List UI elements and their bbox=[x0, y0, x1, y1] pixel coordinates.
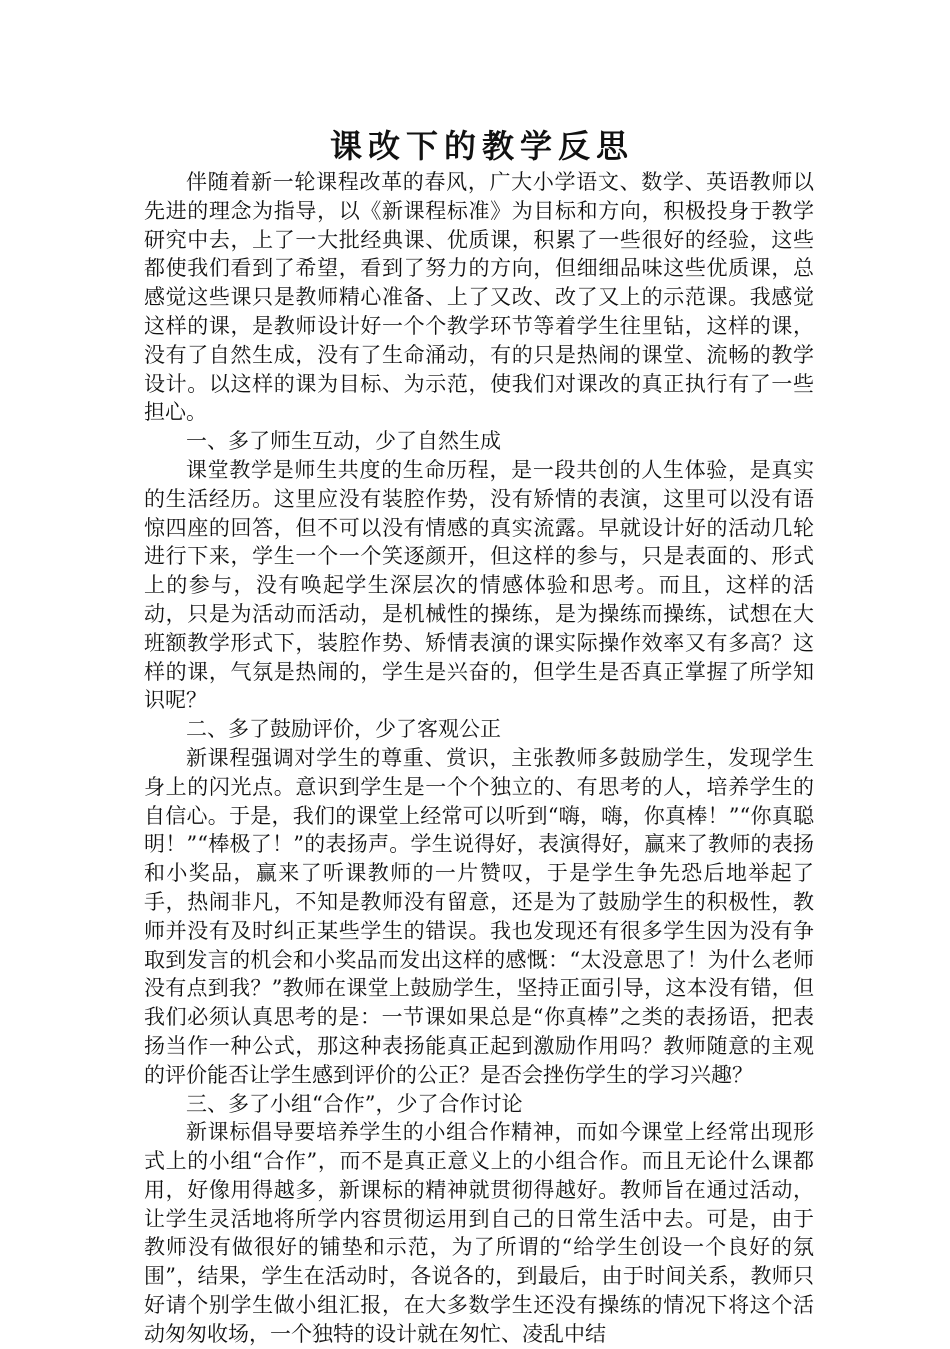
document-content bbox=[144, 124, 814, 1349]
section-1-body: 课堂教学是师生共度的生命历程，是一段共创的人生体验，是真实的生活经历。这里应没有装腔作势，没有矫情的表演，这里可以没有语惊四座的回答，但不可以没有情感的真实流露。早就设计好的活动几轮进行下来，学生一个一个笑逐颜开，但这样的参与，只是表面的、形式上的参与，没有唤起学生深层次的情感体验和思考。而且，这样的活动，只是为活动而活动，是机械性的操练，是为操练而操练，试想在大班额教学形式下，装腔作势、矫情表演的课实际操作效率又有多高？这样的课，气氛是热闹的，学生是兴奋的，但学生是否真正掌握了所学知识呢？ bbox=[144, 457, 814, 713]
section-2-body: 新课程强调对学生的尊重、赏识，主张教师多鼓励学生，发现学生身上的闪光点。意识到学生是一个个独立的、有思考的人，培养学生的自信心。于是，我们的课堂上经常可以听到“嗨，嗨，你真棒！”“你真聪明！”“棒极了！”的表扬声。学生说得好，表演得好，赢来了教师的表扬和小奖品，赢来了听课教师的一片赞叹，于是学生争先恐后地举起了手，热闹非凡，不知是教师没有留意，还是为了鼓励学生的积极性，教师并没有及时纠正某些学生的错误。我也发现还有很多学生因为没有争取到发言的机会和小奖品而发出这样的感慨：“太没意思了！为什么老师没有点到我？”教师在课堂上鼓励学生，坚持正面引导，这本没有错，但我们必须认真思考的是：一节课如果总是“你真棒”之类的表扬语，把表扬当作一种公式，那这种表扬能真正起到激励作用吗？教师随意的主观的评价能否让学生感到评价的公正？是否会挫伤学生的学习兴趣？ bbox=[144, 745, 814, 1087]
section-1-heading: 一、多了师生互动，少了自然生成 bbox=[186, 429, 501, 454]
section-2-heading: 二、多了鼓励评价，少了客观公正 bbox=[186, 717, 501, 742]
document-title: 课改下的教学反思 bbox=[329, 127, 634, 165]
section-3-body: 新课标倡导要培养学生的小组合作精神，而如今课堂上经常出现形式上的小组“合作”，而不是真正意义上的小组合作。而且无论什么课都用，好像用得越多，新课标的精神就贯彻得越好。教师旨在通过活动，让学生灵活地将所学内容贯彻运用到自己的日常生活中去。可是，由于教师没有做很好的铺垫和示范，为了所谓的“给学生创设一个良好的氛围”，结果，学生在活动时，各说各的，到最后，由于时间关系，教师只好请个别学生做小组汇报，在大多数学生还没有操练的情况下将这个活动匆匆收场，一个独特的设计就在匆忙、凌乱中结 bbox=[144, 1120, 814, 1346]
section-3-heading: 三、多了小组“合作”，少了合作讨论 bbox=[186, 1091, 523, 1116]
intro-paragraph: 伴随着新一轮课程改革的春风，广大小学语文、数学、英语教师以先进的理念为指导，以《新课程标准》为目标和方向，积极投身于教学研究中去，上了一大批经典课、优质课，积累了一些很好的经验，这些都使我们看到了希望，看到了努力的方向，但细细品味这些优质课，总感觉这些课只是教师精心准备、上了又改、改了又上的示范课。我感觉这样的课，是教师设计好一个个教学环节等着学生往里钻，这样的课，没有了自然生成，没有了生命涌动，有的只是热闹的课堂、流畅的教学设计。以这样的课为目标、为示范，使我们对课改的真正执行有了一些担心。 bbox=[144, 170, 814, 425]
